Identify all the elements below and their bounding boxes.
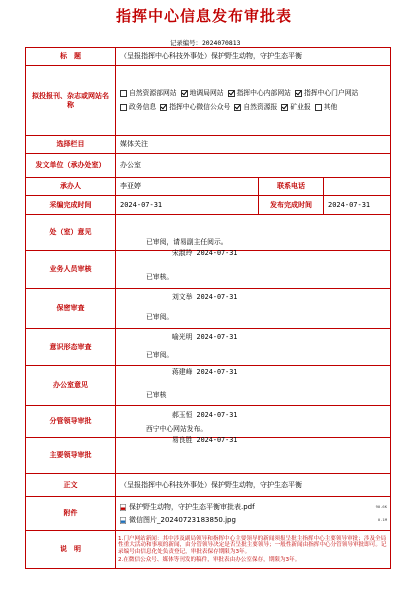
dept-opinion-signer: 宋淑玲 2024-07-31 [172,248,238,257]
leader-review-cell [116,406,391,444]
checkbox-checked-icon[interactable] [160,104,167,111]
phone-value [324,178,391,196]
column-label: 选择栏目 [26,136,116,154]
unit-label: 发文单位（承办处室） [26,154,116,178]
website-option-label: 其他 [323,102,338,111]
ideology-review-text: 已审阅。 [146,351,174,359]
checkbox-checked-icon[interactable] [281,104,288,111]
page-title: 指挥中心信息发布审批表 [115,7,292,25]
website-option-label: 自然资源报 [243,102,278,111]
attachment-item-jpg[interactable] [120,514,390,527]
handler-row [26,178,391,196]
office-opinion-text: 已审核 [146,390,167,399]
leader-review-label: 分管领导审批 [26,406,116,438]
notes-label: 说 明 [26,531,116,569]
notes-row [26,531,391,569]
secrecy-review-label: 保密审查 [26,289,116,329]
dates-row [26,196,391,215]
ideology-review-signer: 蒋建峰 2024-07-31 [172,368,238,376]
website-option[interactable] [234,104,277,112]
website-option[interactable] [295,90,358,98]
office-opinion-signer: 郝玉恒 2024-07-31 [172,410,238,419]
phone-label: 联系电话 [259,178,324,196]
website-option[interactable] [160,104,230,112]
websites-label: 拟投报刊、杂志或网站名称 [26,66,116,136]
website-option-label: 指挥中心内部网站 [236,88,291,97]
unit-row [26,154,391,178]
record-number-label: 记录编号： [170,39,202,47]
secrecy-review-text: 已审阅。 [146,312,174,321]
publish-date-label: 发布完成时间 [259,196,324,215]
handler-value: 李亚婷 [116,178,259,196]
website-option-label: 自然资源部网站 [129,88,177,97]
pdf-file-icon [120,504,126,511]
websites-row [26,66,391,136]
body-value: （呈报指挥中心科技外事处）保护野生动物，守护生态平衡 [116,474,391,497]
notes-cell [116,531,391,569]
websites-options [116,66,391,136]
column-value: 媒体关注 [116,136,391,154]
staff-review-label: 业务人员审核 [26,251,116,289]
record-number [170,38,240,47]
websites-line-1 [116,90,390,98]
unit-value: 办公室 [116,154,391,178]
dept-opinion-label: 处（室）意见 [26,215,116,251]
attachment-pdf-name[interactable]: 保护野生动物，守护生态平衡审批表.pdf [129,502,255,511]
website-option[interactable] [228,90,291,98]
attachments-label: 附件 [26,497,116,531]
ideology-review-cell [116,329,391,376]
staff-review-text: 已审核。 [146,272,174,281]
ideology-review-label: 意识形态审查 [26,329,116,366]
image-file-icon [120,517,126,524]
notes-line-2: 2.在微信公众号、媒体等刊发的稿件，审批表由办公室保存，期限为3年。 [118,556,301,563]
attachments-row [26,497,391,531]
body-row [26,474,391,497]
website-option[interactable] [281,104,310,112]
checkbox-checked-icon[interactable] [181,90,188,97]
attachment-jpg-name[interactable]: 微信图片_20240723183850.jpg [129,515,236,524]
attachment-pdf-size: 90.6K [375,503,387,509]
notes-line-1: 1.门户网站新闻：其中涉及副局领导和指挥中心主要领导的新闻须报呈批主指挥中心主要领导审批；涉及全局性重大活动和事项的新闻，由分管领导决定是否呈批主要领导；一般性新闻由指挥中心分管领导审批即可。记录编号由信息化处负责登记，审批表保存期限为3年。 [118,535,387,555]
checkbox-checked-icon[interactable] [228,90,235,97]
office-opinion-label: 办公室意见 [26,366,116,406]
checkbox-unchecked-icon[interactable] [315,104,322,111]
attachments-cell [116,497,391,531]
body-label: 正文 [26,474,116,497]
checkbox-unchecked-icon[interactable] [120,90,127,97]
checkbox-checked-icon[interactable] [234,104,241,111]
staff-review-signer: 刘文举 2024-07-31 [172,292,238,301]
subject-label: 标 题 [26,48,116,66]
leader-review-signer: 易良胜 2024-07-31 [172,435,238,444]
dept-opinion-text: 已审阅，请易副主任阅示。 [146,237,228,246]
website-option[interactable] [181,90,224,98]
website-option[interactable] [120,90,177,98]
staff-review-cell [116,248,391,301]
approval-form-table [25,47,391,569]
edit-date-value: 2024-07-31 [116,196,259,215]
websites-line-2 [116,104,390,112]
attachment-item-pdf[interactable] [120,501,390,514]
dept-opinion-row [26,215,391,251]
main-leader-label: 主要领导审批 [26,438,116,474]
column-row [26,136,391,154]
website-option-label: 地调局网站 [189,88,224,97]
record-number-value: 2024070813 [201,39,241,47]
dept-opinion-cell [116,215,391,257]
handler-label: 承办人 [26,178,116,196]
checkbox-checked-icon[interactable] [295,90,302,97]
website-option-label: 政务信息 [129,102,157,111]
secrecy-review-signer: 喻光明 2024-07-31 [172,332,238,341]
website-option-label: 指挥中心门户网站 [303,88,359,97]
publish-date-value: 2024-07-31 [324,196,391,215]
attachment-jpg-size: 0.1M [377,516,387,522]
website-option-label: 矿业报 [290,102,311,111]
office-opinion-cell [116,366,391,419]
website-option[interactable] [120,104,156,112]
leader-review-text: 西宁中心网站发布。 [146,424,208,433]
secrecy-review-cell [116,289,391,341]
checkbox-unchecked-icon[interactable] [120,104,127,111]
website-option[interactable] [315,104,338,112]
website-option-label: 指挥中心微信公众号 [169,102,231,111]
subject-value: （呈报指挥中心科技外事处）保护野生动物，守护生态平衡 [116,48,391,66]
edit-date-label: 采编完成时间 [26,196,116,215]
subject-row [26,48,391,66]
main-leader-cell [116,435,391,474]
